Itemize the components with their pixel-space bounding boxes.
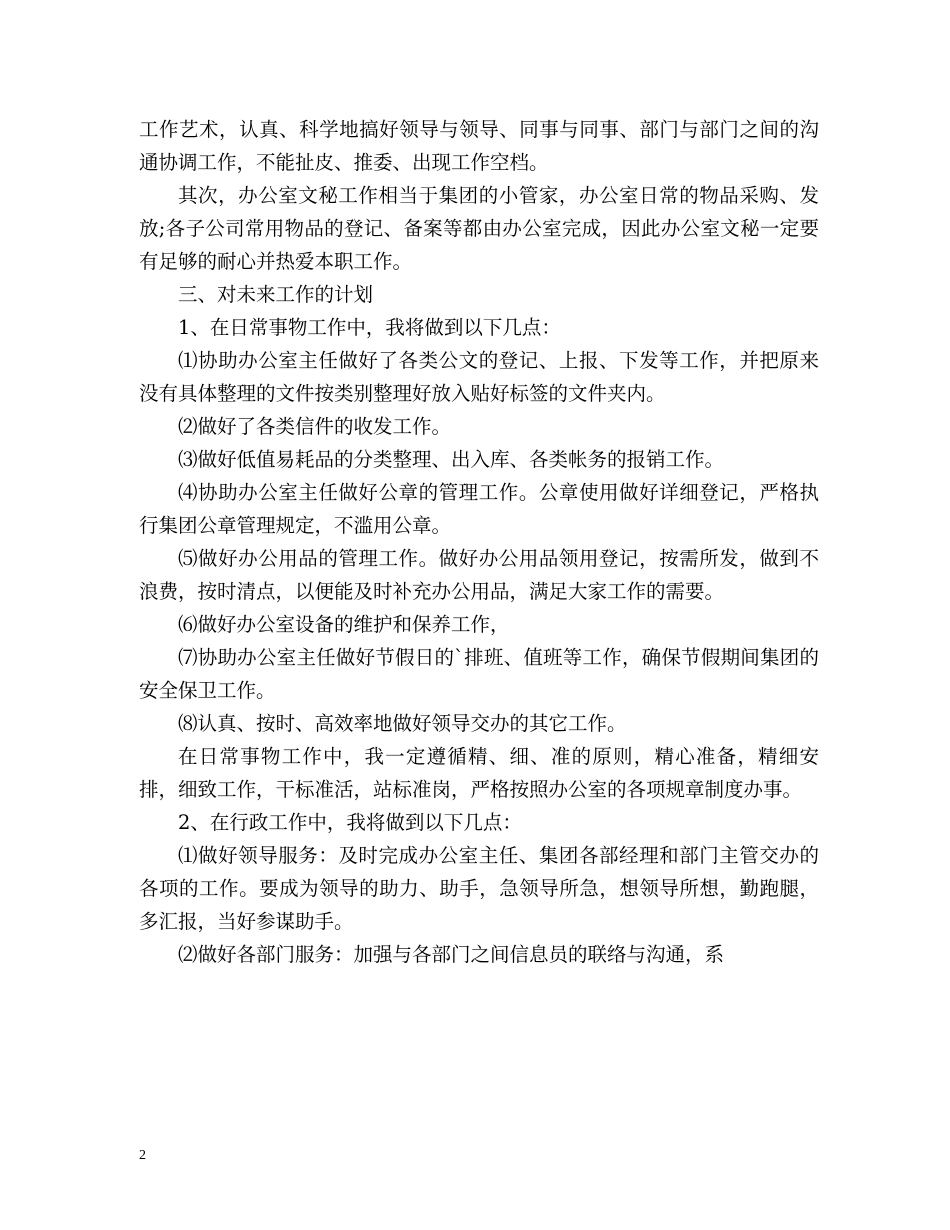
document-body bbox=[139, 113, 819, 971]
page-number: 2 bbox=[139, 1148, 146, 1163]
paragraph-summary: 在日常事物工作中，我一定遵循精、细、准的原则，精心准备，精细安排，细致工作，干标准活，站标准岗，严格按照办公室的各项规章制度办事。 bbox=[139, 745, 819, 801]
admin-list-item-1: ⑴做好领导服务：及时完成办公室主任、集团各部经理和部门主管交办的各项的工作。要成为领导的助力、助手，急领导所急，想领导所想，勤跑腿，多汇报，当好参谋助手。 bbox=[139, 844, 819, 933]
list-item-2: ⑵做好了各类信件的收发工作。 bbox=[178, 415, 452, 438]
section-heading-future-plan: 三、对未来工作的计划 bbox=[178, 283, 374, 306]
list-item-3: ⑶做好低值易耗品的分类整理、出入库、各类帐务的报销工作。 bbox=[178, 448, 725, 471]
paragraph-2: 其次，办公室文秘工作相当于集团的小管家，办公室日常的物品采购、发放;各子公司常用物品的登记、备案等都由办公室完成，因此办公室文秘一定要有足够的耐心并热爱本职工作。 bbox=[139, 184, 819, 273]
list-item-8: ⑻认真、按时、高效率地做好领导交办的其它工作。 bbox=[178, 712, 627, 735]
list-item-6: ⑹做好办公室设备的维护和保养工作， bbox=[178, 613, 510, 636]
list-item-4: ⑷协助办公室主任做好公章的管理工作。公章使用做好详细登记，严格执行集团公章管理规定，不滥用公章。 bbox=[139, 481, 819, 537]
paragraph-1: 工作艺术，认真、科学地搞好领导与领导、同事与同事、部门与部门之间的沟通协调工作，不能扯皮、推委、出现工作空档。 bbox=[139, 118, 819, 174]
subsection-heading-admin-work: 2、在行政工作中，我将做到以下几点： bbox=[178, 811, 522, 834]
list-item-5: ⑸做好办公用品的管理工作。做好办公用品领用登记，按需所发，做到不浪费，按时清点，以便能及时补充办公用品，满足大家工作的需要。 bbox=[139, 547, 819, 603]
list-item-7: ⑺协助办公室主任做好节假日的`排班、值班等工作，确保节假期间集团的安全保卫工作。 bbox=[139, 646, 819, 702]
list-item-1: ⑴协助办公室主任做好了各类公文的登记、上报、下发等工作，并把原来没有具体整理的文件按类别整理好放入贴好标签的文件夹内。 bbox=[139, 349, 819, 405]
admin-list-item-2: ⑵做好各部门服务：加强与各部门之间信息员的联络与沟通，系 bbox=[178, 943, 725, 966]
subsection-heading-daily-work: 1、在日常事物工作中，我将做到以下几点： bbox=[178, 316, 561, 339]
